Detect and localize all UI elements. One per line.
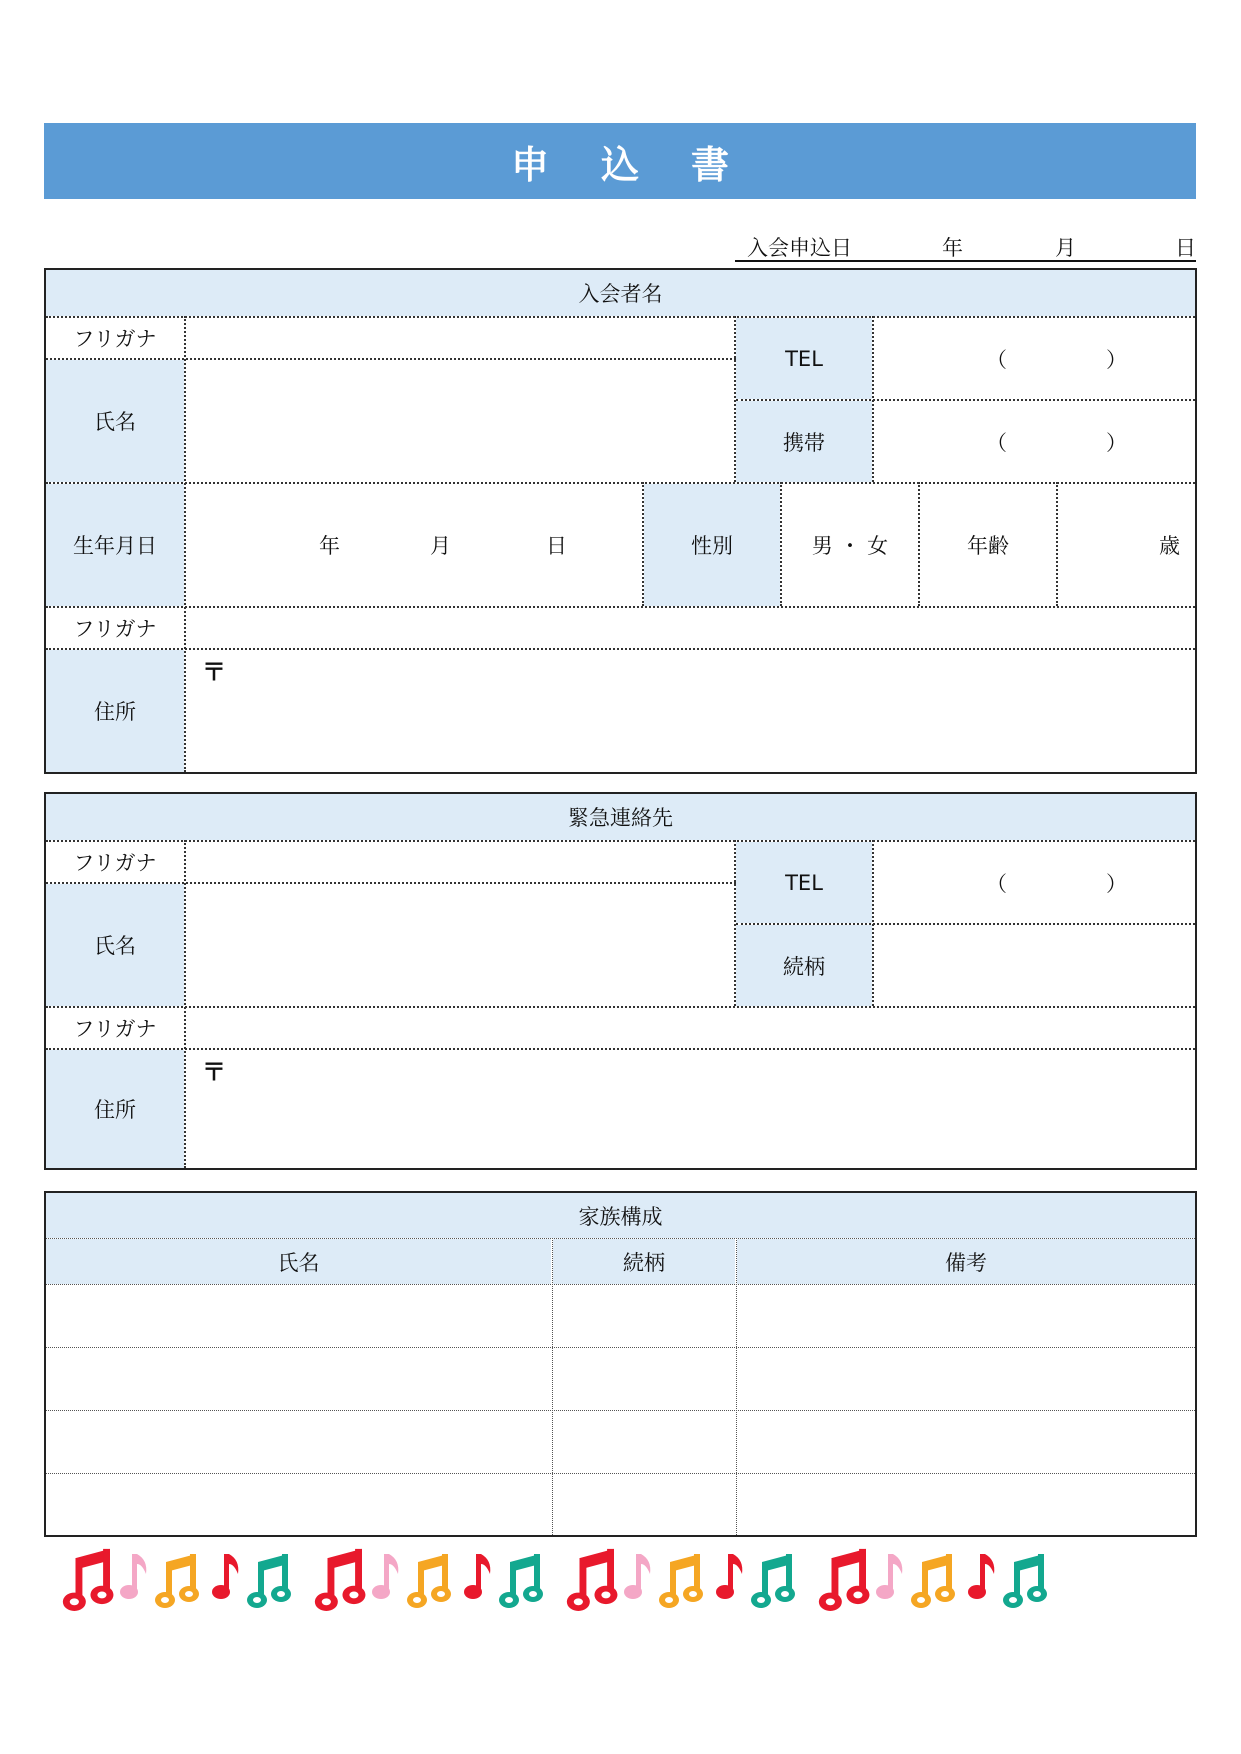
address-label: 住所 [46,650,184,772]
family-section-header: 家族構成 [46,1193,1195,1238]
beamed-note-icon [659,1554,703,1608]
beamed-note-icon [155,1554,199,1608]
beamed-note-icon [567,1549,618,1611]
age-field[interactable] [1058,484,1195,606]
title-char-2: 込 [600,142,639,187]
emergency-address-field[interactable] [186,1050,1195,1168]
mobile-paren-close: ） [1106,430,1127,455]
emergency-postal-mark: 〒 [202,1058,226,1086]
emergency-relation-label: 続柄 [736,925,872,1006]
birthday-month-unit: 月 [430,534,451,558]
family-col-relation: 続柄 [553,1239,735,1284]
emergency-tel-paren-close: ） [1106,871,1127,896]
age-unit: 歳 [1159,534,1180,558]
emergency-tel-label: TEL [736,842,872,923]
member-name-label: 氏名 [46,360,184,482]
emergency-tel-paren-open: （ [986,871,1007,896]
application-date-line[interactable] [735,228,1196,262]
beamed-note-icon [499,1554,543,1608]
date-day-label: 日 [1175,236,1196,260]
family-col-name: 氏名 [46,1239,551,1284]
tel-paren-close: ） [1106,347,1127,372]
address-furigana-label: フリガナ [73,617,157,641]
emergency-name-field[interactable] [186,884,734,1006]
application-date-label: 入会申込日 [747,236,852,260]
eighth-note-icon [372,1554,398,1599]
tel-field[interactable] [874,318,1195,399]
beamed-note-icon [247,1554,291,1608]
title-char-1: 申 [510,142,549,187]
table-row[interactable] [46,1348,1195,1409]
family-structure-table [44,1191,1197,1537]
date-year-label: 年 [942,236,963,260]
eighth-note-icon [464,1554,490,1599]
member-name-field[interactable] [186,360,734,482]
member-section-header: 入会者名 [46,270,1195,316]
emergency-address-furigana-field[interactable] [186,1008,1195,1048]
date-month-label: 月 [1055,236,1076,260]
address-furigana-field[interactable] [186,608,1195,648]
birthday-field[interactable] [186,484,642,606]
mobile-label: 携帯 [736,401,872,482]
mobile-paren-open: （ [986,430,1007,455]
age-label: 年齢 [967,534,1009,558]
beamed-note-icon [819,1549,870,1611]
title-bar [44,123,1196,199]
mobile-field[interactable] [874,401,1195,482]
birthday-label: 生年月日 [46,484,184,606]
table-row[interactable] [46,1411,1195,1472]
birthday-year-unit: 年 [319,534,340,558]
member-furigana-field[interactable] [186,318,734,358]
emergency-tel-field[interactable] [874,842,1195,923]
title-char-3: 書 [691,142,730,187]
gender-options[interactable]: 男 ・ 女 [811,534,889,558]
emergency-address-label: 住所 [46,1050,184,1168]
beamed-note-icon [1003,1554,1047,1608]
member-form [44,268,1197,774]
eighth-note-icon [120,1554,146,1599]
family-col-notes: 備考 [737,1239,1195,1284]
table-row[interactable] [46,1285,1195,1346]
music-notes-decoration [60,1538,1190,1618]
postal-mark: 〒 [202,658,226,686]
address-field[interactable] [186,650,1195,772]
emergency-furigana-field[interactable] [186,842,734,882]
emergency-address-furigana-label: フリガナ [73,1017,157,1041]
emergency-section-header: 緊急連絡先 [46,794,1195,840]
eighth-note-icon [212,1554,238,1599]
table-row[interactable] [46,1474,1195,1535]
tel-paren-open: （ [986,347,1007,372]
member-furigana-label: フリガナ [73,327,157,351]
beamed-note-icon [315,1549,366,1611]
beamed-note-icon [911,1554,955,1608]
eighth-note-icon [876,1554,902,1599]
tel-label: TEL [736,318,872,399]
beamed-note-icon [407,1554,451,1608]
eighth-note-icon [716,1554,742,1599]
emergency-name-label: 氏名 [46,884,184,1006]
emergency-furigana-label: フリガナ [73,851,157,875]
birthday-day-unit: 日 [546,534,567,558]
beamed-note-icon [751,1554,795,1608]
eighth-note-icon [968,1554,994,1599]
emergency-contact-form [44,792,1197,1170]
emergency-relation-field[interactable] [874,925,1195,1006]
beamed-note-icon [63,1549,114,1611]
gender-label: 性別 [644,484,780,606]
eighth-note-icon [624,1554,650,1599]
